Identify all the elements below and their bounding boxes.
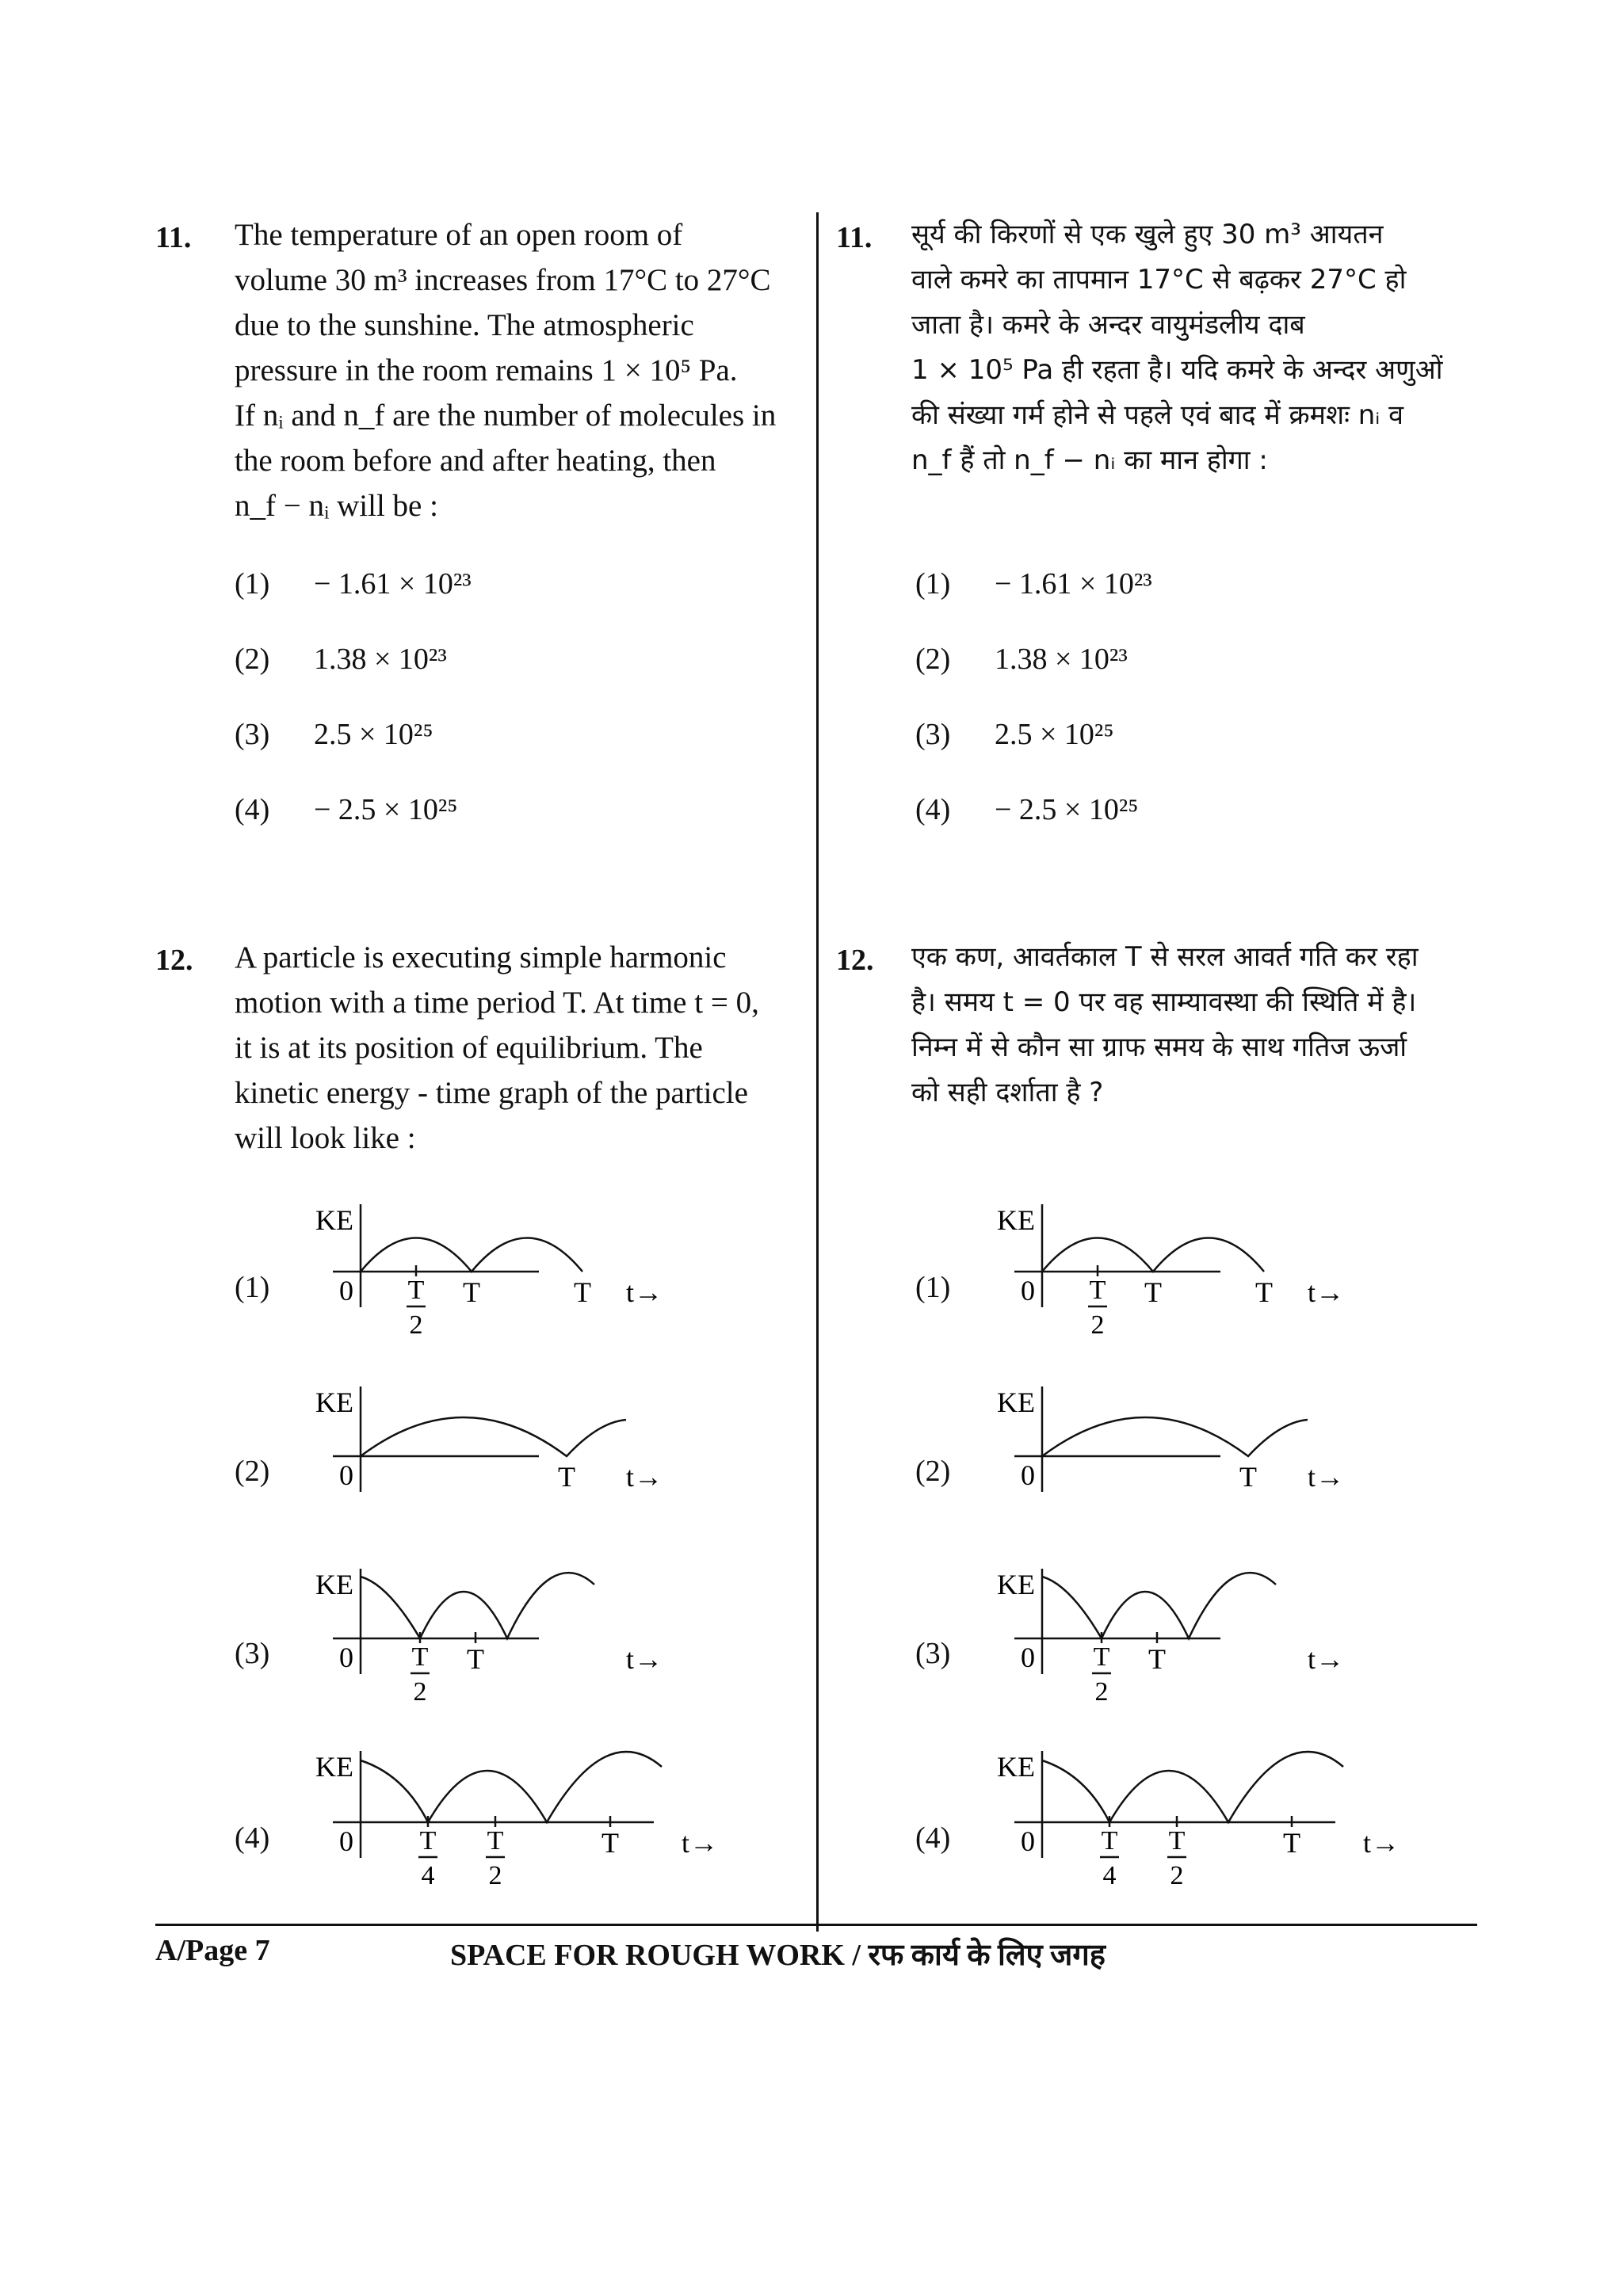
origin-label: 0 — [1021, 1275, 1035, 1306]
option-4[interactable] — [915, 792, 1139, 827]
option-value: 2.5 × 10²⁵ — [995, 718, 1114, 751]
text-line: को सही दर्शाता है ? — [911, 1077, 1104, 1108]
ke-curve — [361, 1573, 594, 1638]
ke-time-graphs-right — [983, 1196, 1400, 1909]
ke-curve — [1042, 1238, 1264, 1272]
ke-axis-label: KE — [315, 1751, 353, 1783]
option-2[interactable]: (2) — [235, 1455, 270, 1488]
tick-label: T — [1144, 1276, 1162, 1308]
page-number: A/Page 7 — [155, 1934, 270, 1967]
question-number: 11. — [155, 221, 192, 254]
text-line: it is at its position of equilibrium. The — [235, 1031, 703, 1065]
tick-label: T — [601, 1827, 619, 1859]
column-divider — [816, 212, 819, 1932]
tick-label: T — [1239, 1461, 1257, 1493]
ke-axis-label: KE — [997, 1386, 1035, 1418]
tick-label: T — [463, 1276, 480, 1308]
option-number: (3) — [235, 718, 270, 751]
time-axis-label: t→ — [1363, 1827, 1400, 1859]
option-value: − 1.61 × 10²³ — [314, 567, 472, 601]
fraction-denominator: 2 — [413, 1677, 427, 1707]
fraction-numerator: T — [1089, 1276, 1106, 1305]
fraction-numerator: T — [1168, 1826, 1186, 1855]
time-axis-label: t→ — [1308, 1643, 1345, 1675]
question-12-text-en — [235, 935, 797, 1161]
ke-axis-label: KE — [315, 1204, 353, 1236]
option-3[interactable]: (3) — [235, 1637, 270, 1670]
fraction-numerator: T — [411, 1642, 429, 1672]
time-axis-label: t→ — [1308, 1461, 1345, 1493]
text-line: एक कण, आवर्तकाल T से सरल आवर्त गति कर रहा — [911, 941, 1419, 973]
fraction-denominator: 4 — [421, 1861, 435, 1890]
fraction-denominator: 4 — [1102, 1861, 1117, 1890]
ke-axis-label: KE — [315, 1386, 353, 1418]
footer-rule — [155, 1924, 1477, 1926]
ke-curve — [1042, 1417, 1308, 1456]
option-2[interactable] — [235, 642, 447, 677]
fraction-numerator: T — [1101, 1826, 1118, 1855]
tick-label: T — [1148, 1643, 1166, 1675]
rough-work-label: SPACE FOR ROUGH WORK / रफ कार्य के लिए जगह — [450, 1939, 1106, 1972]
fraction-denominator: 2 — [1090, 1310, 1105, 1340]
option-1[interactable] — [235, 566, 472, 601]
ke-time-graphs-left — [301, 1196, 719, 1909]
question-number: 12. — [836, 944, 874, 977]
option-2[interactable] — [915, 642, 1128, 677]
origin-label: 0 — [1021, 1642, 1035, 1673]
ke-curve — [361, 1752, 662, 1822]
ke-curve — [1042, 1573, 1276, 1638]
option-number: (4) — [235, 793, 270, 826]
text-line: If nᵢ and n_f are the number of molecules in — [235, 399, 777, 433]
ke-axis-label: KE — [997, 1204, 1035, 1236]
ke-axis-label: KE — [997, 1751, 1035, 1783]
text-line: निम्न में से कौन सा ग्राफ समय के साथ गतिज ऊर्जा — [911, 1032, 1407, 1063]
origin-label: 0 — [339, 1459, 353, 1491]
origin-label: 0 — [339, 1825, 353, 1857]
ke-curve — [361, 1417, 626, 1456]
option-3[interactable] — [915, 717, 1114, 752]
origin-label: 0 — [339, 1275, 353, 1306]
fraction-numerator: T — [487, 1826, 504, 1855]
time-axis-label: t→ — [626, 1461, 663, 1493]
option-number: (2) — [915, 643, 951, 676]
option-value: − 1.61 × 10²³ — [995, 567, 1152, 601]
ke-axis-label: KE — [315, 1569, 353, 1600]
question-11-text-en — [235, 212, 797, 528]
text-line: A particle is executing simple harmonic — [235, 940, 727, 974]
ke-axis-label: KE — [997, 1569, 1035, 1600]
origin-label: 0 — [1021, 1459, 1035, 1491]
tick-label: T — [467, 1643, 484, 1675]
origin-label: 0 — [339, 1642, 353, 1673]
time-axis-label: t→ — [682, 1827, 719, 1859]
option-4[interactable]: (4) — [915, 1821, 951, 1855]
text-line: pressure in the room remains 1 × 10⁵ Pa. — [235, 353, 738, 387]
time-axis-label: t→ — [1308, 1276, 1345, 1308]
option-value: 1.38 × 10²³ — [314, 643, 447, 676]
option-1[interactable]: (1) — [915, 1271, 951, 1304]
time-axis-label: t→ — [626, 1276, 663, 1308]
text-line: motion with a time period T. At time t = 0, — [235, 986, 759, 1020]
fraction-numerator: T — [407, 1276, 425, 1305]
text-line: की संख्या गर्म होने से पहले एवं बाद में क्रमशः nᵢ व — [911, 399, 1404, 431]
option-value: 2.5 × 10²⁵ — [314, 718, 433, 751]
text-line: due to the sunshine. The atmospheric — [235, 308, 694, 342]
tick-label: T — [574, 1276, 591, 1308]
question-number: 12. — [155, 944, 193, 977]
option-3[interactable] — [235, 717, 433, 752]
option-1[interactable] — [915, 566, 1152, 601]
option-value: − 2.5 × 10²⁵ — [995, 793, 1139, 826]
text-line: n_f हैं तो n_f − nᵢ का मान होगा : — [911, 444, 1268, 476]
fraction-denominator: 2 — [409, 1310, 423, 1340]
text-line: n_f − nᵢ will be : — [235, 489, 438, 523]
question-number: 11. — [836, 221, 873, 254]
text-line: volume 30 m³ increases from 17°C to 27°C — [235, 263, 771, 297]
option-number: (2) — [235, 643, 270, 676]
ke-curve — [361, 1238, 582, 1272]
tick-label: T — [1255, 1276, 1273, 1308]
text-line: जाता है। कमरे के अन्दर वायुमंडलीय दाब — [911, 309, 1305, 341]
text-line: 1 × 10⁵ Pa ही रहता है। यदि कमरे के अन्दर अणुओं — [911, 354, 1443, 386]
text-line: will look like : — [235, 1121, 416, 1155]
text-line: the room before and after heating, then — [235, 444, 716, 478]
option-2[interactable]: (2) — [915, 1455, 951, 1488]
option-4[interactable]: (4) — [235, 1821, 270, 1855]
question-12-text-hi — [911, 935, 1482, 1116]
option-value: 1.38 × 10²³ — [995, 643, 1128, 676]
fraction-denominator: 2 — [488, 1861, 502, 1890]
text-line: है। समय t = 0 पर वह साम्यावस्था की स्थिति में है। — [911, 986, 1417, 1018]
tick-label: T — [1283, 1827, 1300, 1859]
fraction-denominator: 2 — [1170, 1861, 1184, 1890]
tick-label: T — [558, 1461, 575, 1493]
option-1[interactable]: (1) — [235, 1271, 270, 1304]
text-line: The temperature of an open room of — [235, 218, 683, 252]
ke-curve — [1042, 1752, 1343, 1822]
option-number: (1) — [235, 567, 270, 601]
option-3[interactable]: (3) — [915, 1637, 951, 1670]
option-4[interactable] — [235, 792, 458, 827]
text-line: वाले कमरे का तापमान 17°C से बढ़कर 27°C हो — [911, 264, 1407, 296]
question-11-text-hi — [911, 212, 1482, 483]
text-line: सूर्य की किरणों से एक खुले हुए 30 m³ आयतन — [911, 219, 1384, 250]
text-line: kinetic energy - time graph of the particle — [235, 1076, 748, 1110]
option-number: (3) — [915, 718, 951, 751]
time-axis-label: t→ — [626, 1643, 663, 1675]
option-number: (1) — [915, 567, 951, 601]
option-value: − 2.5 × 10²⁵ — [314, 793, 458, 826]
fraction-numerator: T — [419, 1826, 437, 1855]
fraction-denominator: 2 — [1094, 1677, 1109, 1707]
option-number: (4) — [915, 793, 951, 826]
origin-label: 0 — [1021, 1825, 1035, 1857]
fraction-numerator: T — [1093, 1642, 1110, 1672]
